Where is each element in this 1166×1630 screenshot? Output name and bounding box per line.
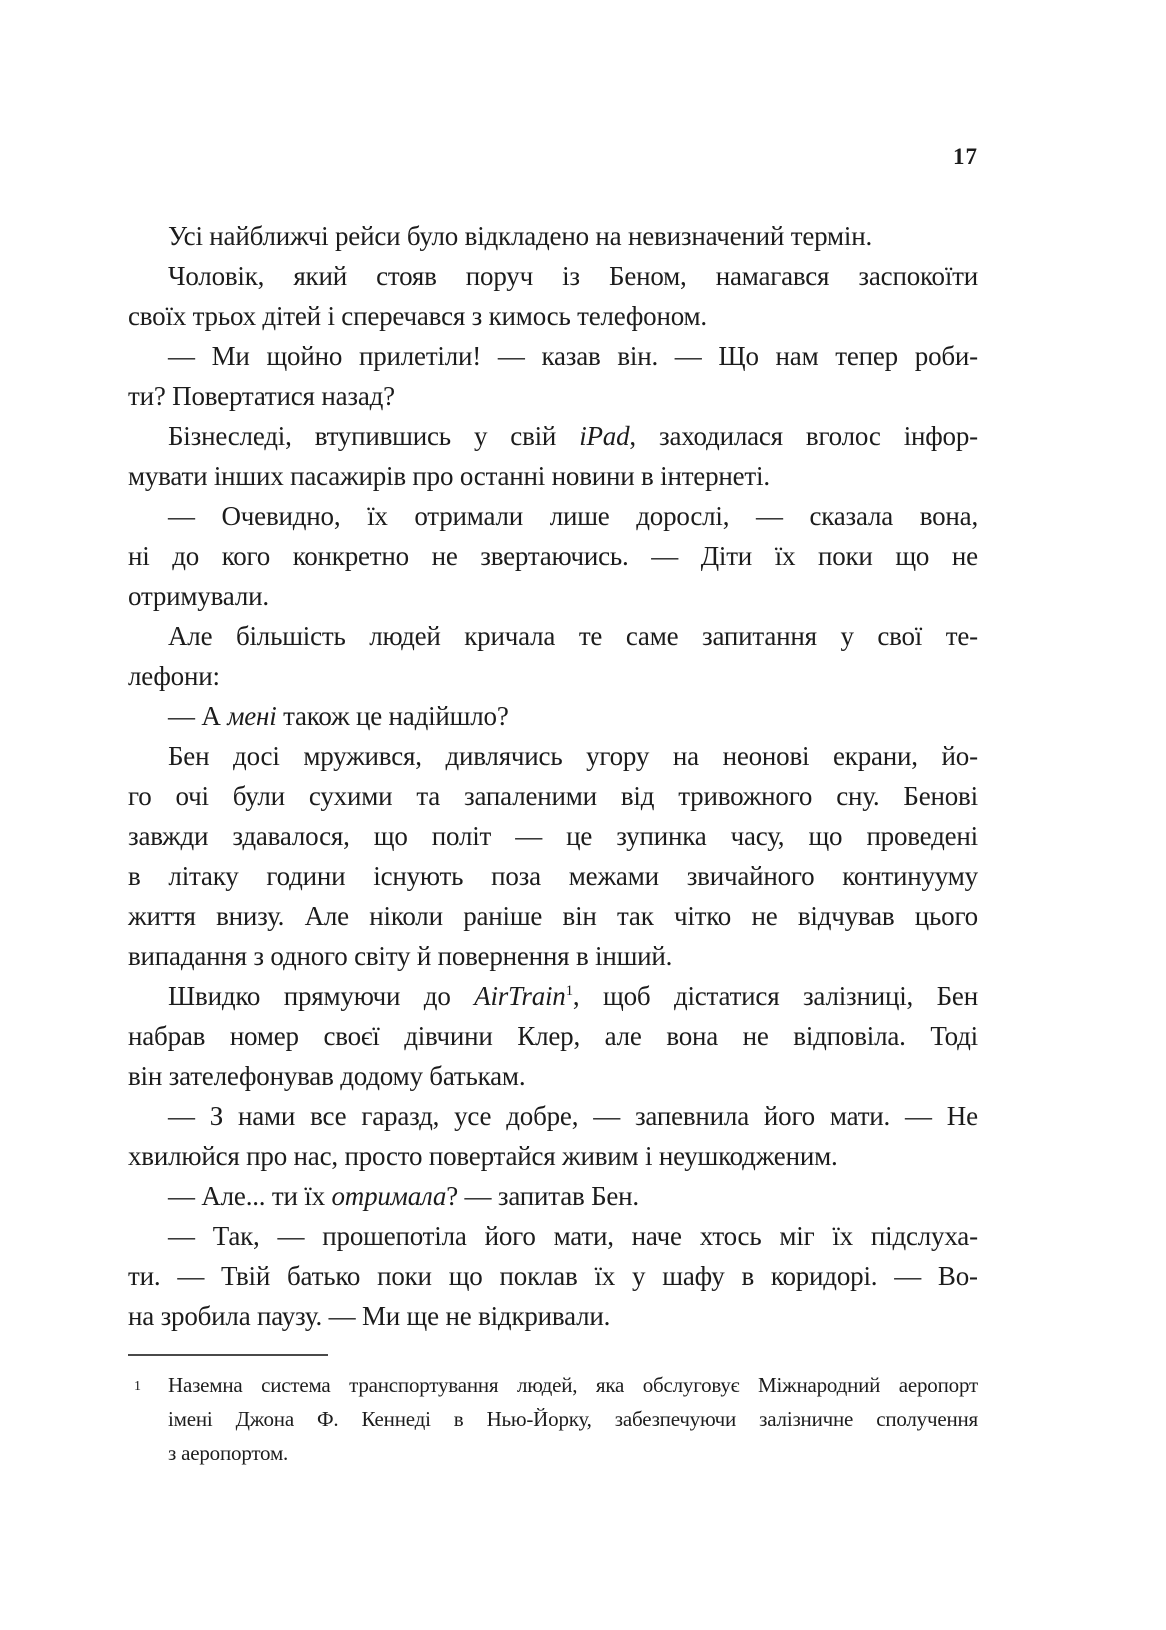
word: —	[168, 1101, 195, 1131]
word: були	[232, 781, 285, 811]
word: —	[177, 1261, 205, 1291]
word: ніколи	[369, 901, 443, 931]
word: континууму	[842, 861, 978, 891]
word: дорослі,	[636, 501, 730, 531]
word: у	[840, 621, 854, 651]
word: так	[617, 901, 654, 931]
word: мати,	[553, 1221, 614, 1251]
word: —	[277, 1221, 305, 1251]
word: години	[266, 861, 346, 891]
word: Не	[946, 1101, 978, 1131]
word: забезпечуючи	[614, 1407, 737, 1431]
word: щоб	[602, 981, 651, 1011]
word: існують	[373, 861, 464, 891]
word: цього	[914, 901, 978, 931]
word: запаленими	[464, 781, 597, 811]
page-text	[128, 216, 978, 1336]
word: політ	[431, 821, 492, 851]
text-line	[128, 856, 978, 896]
word: отримали	[414, 501, 524, 531]
text-line	[168, 1368, 978, 1402]
word: —	[674, 341, 702, 371]
word: до	[423, 981, 451, 1011]
word: —	[168, 341, 195, 371]
word: неонові	[722, 741, 810, 771]
text-line	[128, 1016, 978, 1056]
word: заспокоїти	[858, 261, 978, 291]
word: відповіла.	[793, 1021, 906, 1051]
word: саме	[625, 621, 679, 651]
footnote-marker: 1	[134, 1379, 141, 1394]
word: аеропорт	[898, 1373, 978, 1397]
word: інфор-	[903, 421, 978, 451]
word: Ф.	[317, 1407, 339, 1431]
word: —	[651, 541, 679, 571]
word: що	[808, 821, 843, 851]
word: наче	[631, 1221, 682, 1251]
page-number: 17	[953, 144, 978, 169]
word: підслуха-	[870, 1221, 978, 1251]
word: на	[672, 741, 699, 771]
word: Кеннеді	[361, 1407, 431, 1431]
word: —	[515, 821, 543, 851]
word: внизу.	[216, 901, 285, 931]
word: його	[763, 1101, 815, 1131]
word: —	[168, 501, 195, 531]
word: кого	[221, 541, 271, 571]
word: З	[209, 1101, 224, 1131]
footnote	[128, 1368, 978, 1470]
word: завжди	[128, 821, 209, 851]
text-line	[128, 976, 978, 1016]
word: Джона	[235, 1407, 294, 1431]
word: очі	[175, 781, 209, 811]
word: нами	[238, 1101, 296, 1131]
footnote-text	[168, 1368, 978, 1470]
word: що	[373, 821, 408, 851]
word: прилетіли!	[358, 341, 482, 371]
text-line: на зробила паузу. — Ми ще не відкривали.	[128, 1301, 611, 1331]
text-line: Усі найближчі рейси було відкладено на невизначений термін.	[168, 221, 872, 251]
word: здавалося,	[232, 821, 350, 851]
word: намагався	[715, 261, 830, 291]
text-line: хвилюйся про нас, просто повертайся живим і неушкодженим.	[128, 1141, 838, 1171]
word: Чоловік,	[168, 261, 265, 291]
word: го	[128, 781, 152, 811]
word: Швидко	[168, 981, 261, 1011]
word: транспортування	[349, 1373, 499, 1397]
word: втупившись	[314, 421, 451, 451]
word: гаразд,	[361, 1101, 440, 1131]
word: шафу	[662, 1261, 725, 1291]
word: стояв	[376, 261, 437, 291]
word: Бізнеследі,	[168, 421, 292, 451]
word: їх	[774, 541, 796, 571]
word: роби-	[914, 341, 978, 371]
word: їх	[367, 501, 388, 531]
word: добре,	[506, 1101, 579, 1131]
word: Міжнародний	[758, 1373, 881, 1397]
word: —	[593, 1101, 621, 1131]
text-line: — А мені також це надійшло?	[168, 701, 509, 731]
text-line	[128, 896, 978, 936]
text-line	[128, 1256, 978, 1296]
word: хтось	[699, 1221, 762, 1251]
word: залізниці,	[802, 981, 914, 1011]
word: його	[484, 1221, 536, 1251]
word: Нью-Йорку,	[486, 1407, 592, 1431]
text-line: — Але... ти їх отримала? — запитав Бен.	[168, 1181, 639, 1211]
text-line	[128, 256, 978, 296]
word: AirTrain$^1$,	[474, 981, 580, 1011]
word: сполучення	[876, 1407, 978, 1431]
text-line	[128, 496, 978, 536]
word: конкретно	[292, 541, 409, 571]
word: коридорі.	[770, 1261, 878, 1291]
word: вона	[666, 1021, 719, 1051]
word: не	[742, 1021, 769, 1051]
word: він.	[617, 341, 658, 371]
text-line	[168, 1402, 978, 1436]
word: Бен	[936, 981, 978, 1011]
word: тепер	[835, 341, 898, 371]
text-line	[128, 616, 978, 656]
word: але	[604, 1021, 642, 1051]
word: їх	[594, 1261, 616, 1291]
word: життя	[128, 901, 196, 931]
text-line	[128, 736, 978, 776]
word: батько	[287, 1261, 361, 1291]
word: в	[453, 1407, 464, 1431]
text-line	[128, 536, 978, 576]
text-line	[128, 816, 978, 856]
word: Що	[718, 341, 759, 371]
word: Беном,	[609, 261, 687, 291]
word: у	[473, 421, 488, 451]
word: проведені	[866, 821, 978, 851]
word: від	[620, 781, 655, 811]
word: екрани,	[833, 741, 918, 771]
word: що	[895, 541, 930, 571]
word: те-	[945, 621, 978, 651]
word: у	[632, 1261, 646, 1291]
word: зупинка	[616, 821, 707, 851]
word: —	[894, 1261, 922, 1291]
word: Так,	[212, 1221, 260, 1251]
word: йо-	[941, 741, 978, 771]
word: міг	[779, 1221, 815, 1251]
word: усе	[454, 1101, 492, 1131]
text-line	[128, 1096, 978, 1136]
word: своєї	[323, 1021, 380, 1051]
word: поруч	[465, 261, 533, 291]
word: часу,	[730, 821, 785, 851]
word: Клер,	[517, 1021, 581, 1051]
word: мружився,	[303, 741, 422, 771]
word: казав	[541, 341, 601, 371]
word: це	[566, 821, 593, 851]
word: раніше	[463, 901, 543, 931]
text-line: з аеропортом.	[168, 1441, 289, 1465]
word: Бенові	[903, 781, 978, 811]
word: що	[448, 1261, 483, 1291]
word: —	[168, 1221, 195, 1251]
word: вголос	[805, 421, 881, 451]
italic-text: отримала	[331, 1181, 447, 1211]
word: сухими	[308, 781, 393, 811]
word: відчував	[797, 901, 895, 931]
word: свої	[877, 621, 923, 651]
word: —	[755, 501, 783, 531]
word: поки	[377, 1261, 432, 1291]
word: та	[416, 781, 441, 811]
word: iPad,	[579, 421, 636, 451]
word: досі	[233, 741, 280, 771]
word: Діти	[700, 541, 753, 571]
word: заходилася	[659, 421, 783, 451]
word: не	[751, 901, 778, 931]
word: Але	[304, 901, 349, 931]
word: —	[497, 341, 525, 371]
text-line: ти? Повертатися назад?	[128, 381, 395, 411]
word: свій	[510, 421, 557, 451]
word: набрав	[128, 1021, 206, 1051]
word: прямуючи	[283, 981, 401, 1011]
word: Очевидно,	[221, 501, 341, 531]
word: Але	[168, 621, 213, 651]
word: лише	[549, 501, 610, 531]
word: кричала	[464, 621, 556, 651]
word: більшість	[235, 621, 346, 651]
word: залізничне	[759, 1407, 854, 1431]
word: в	[741, 1261, 754, 1291]
word: Наземна	[168, 1373, 243, 1397]
text-line: отримували.	[128, 581, 269, 611]
italic-text: мені	[227, 701, 277, 731]
word: угору	[586, 741, 650, 771]
word: поки	[817, 541, 873, 571]
italic-text: AirTrain	[474, 981, 566, 1011]
word: до	[172, 541, 200, 571]
word: він	[562, 901, 597, 931]
text-line: лефони:	[128, 661, 220, 691]
text-line: випадання з одного світу й повернення в інший.	[128, 941, 673, 971]
word: в	[128, 861, 141, 891]
word: запитання	[702, 621, 817, 651]
word: нам	[775, 341, 819, 371]
word: Во-	[937, 1261, 978, 1291]
word: дівчини	[404, 1021, 493, 1051]
word: сну.	[836, 781, 880, 811]
word: система	[261, 1373, 331, 1397]
word: із	[562, 261, 580, 291]
word: дістатися	[673, 981, 780, 1011]
text-line	[128, 416, 978, 456]
word: звертаючись.	[480, 541, 629, 571]
word: поклав	[499, 1261, 578, 1291]
footnote-rule	[128, 1354, 328, 1356]
word: сказала	[809, 501, 894, 531]
italic-text: iPad	[579, 421, 630, 451]
text-line: своїх трьох дітей і сперечався з кимось телефоном.	[128, 301, 707, 331]
text-line	[128, 1216, 978, 1256]
word: звичайного	[686, 861, 815, 891]
word: яка	[595, 1373, 625, 1397]
text-line	[128, 336, 978, 376]
word: те	[578, 621, 603, 651]
word: щойно	[266, 341, 343, 371]
word: їх	[832, 1221, 853, 1251]
word: не	[431, 541, 458, 571]
word: Бен	[168, 741, 210, 771]
word: який	[293, 261, 347, 291]
word: обслуговує	[642, 1373, 740, 1397]
word: Твій	[221, 1261, 271, 1291]
word: не	[951, 541, 978, 571]
word: ти.	[128, 1261, 161, 1291]
word: літаку	[168, 861, 239, 891]
footnote-reference: 1	[565, 983, 573, 999]
text-line: мувати інших пасажирів про останні новини в інтернеті.	[128, 461, 770, 491]
word: ні	[128, 541, 150, 571]
word: прошепотіла	[322, 1221, 467, 1251]
word: —	[905, 1101, 932, 1131]
word: чітко	[673, 901, 732, 931]
word: імені	[168, 1407, 213, 1431]
word: вона,	[919, 501, 978, 531]
word: поза	[491, 861, 541, 891]
word: все	[310, 1101, 347, 1131]
word: номер	[229, 1021, 299, 1051]
word: людей	[369, 621, 441, 651]
text-line: він зателефонував додому батькам.	[128, 1061, 526, 1091]
text-line	[128, 776, 978, 816]
word: дивлячись	[445, 741, 563, 771]
word: запевнила	[634, 1101, 749, 1131]
word: Тоді	[930, 1021, 978, 1051]
word: людей,	[516, 1373, 578, 1397]
word: тривожного	[678, 781, 813, 811]
word: мати.	[829, 1101, 891, 1131]
word: Ми	[211, 341, 250, 371]
word: межами	[568, 861, 659, 891]
